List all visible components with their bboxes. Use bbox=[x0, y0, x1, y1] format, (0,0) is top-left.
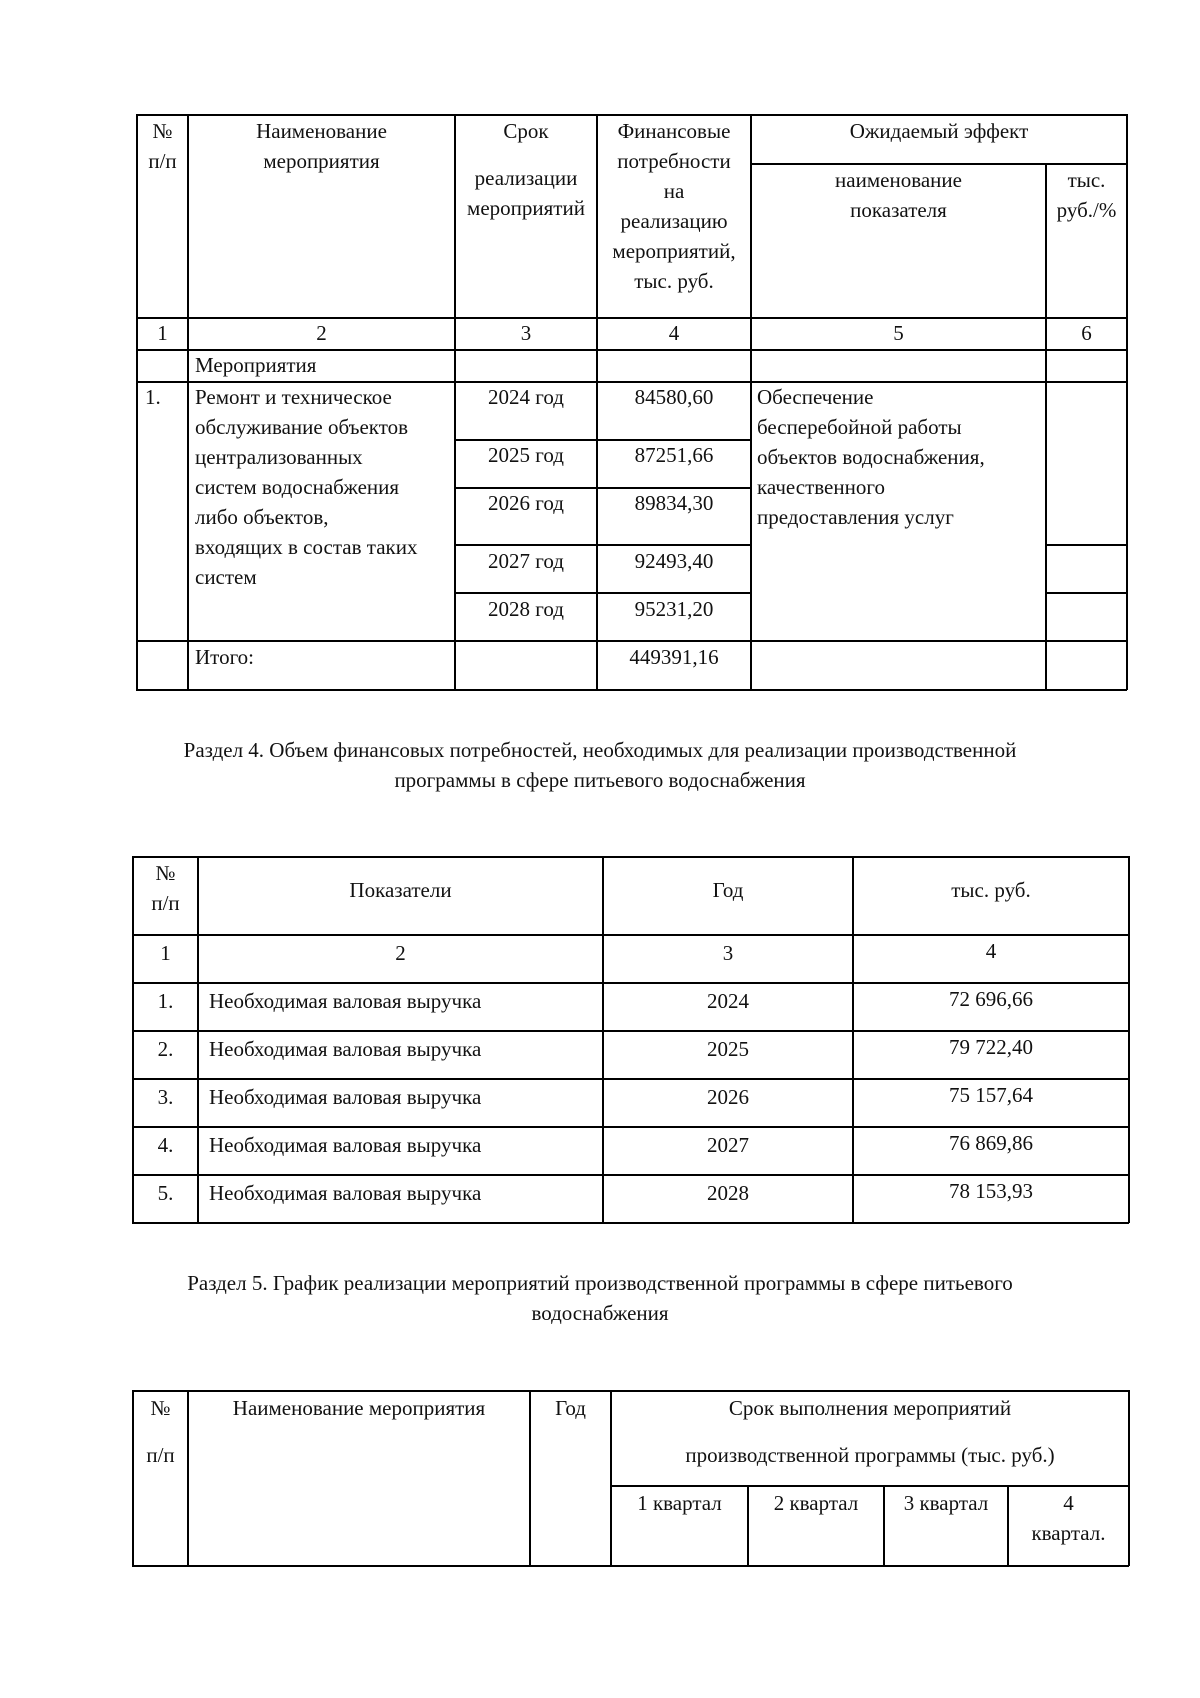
table-border bbox=[132, 1390, 1129, 1392]
header-schedule-line2: производственной программы (тыс. руб.) bbox=[685, 1443, 1055, 1467]
table-row-name: Необходимая валовая выручка bbox=[209, 1037, 482, 1061]
table-border bbox=[136, 114, 138, 690]
header-quarter-1: 1 квартал bbox=[637, 1491, 722, 1515]
table-border bbox=[1128, 1390, 1130, 1566]
table-border bbox=[1045, 544, 1127, 546]
header-term-top: Срок bbox=[503, 119, 549, 143]
table-row-year: 2027 bbox=[707, 1133, 749, 1157]
total-label: Итого: bbox=[195, 645, 254, 669]
header-schedule-line1: Срок выполнения мероприятий bbox=[728, 1396, 1012, 1420]
header-number: № п/п bbox=[148, 119, 177, 173]
amount-cell: 95231,20 bbox=[634, 597, 714, 621]
header-quarter-4: 4 квартал. bbox=[1031, 1491, 1106, 1545]
amount-cell: 87251,66 bbox=[634, 443, 714, 467]
amount-cell: 92493,40 bbox=[634, 549, 714, 573]
column-number: 4 bbox=[668, 321, 680, 345]
column-number: 5 bbox=[893, 321, 904, 345]
total-amount: 449391,16 bbox=[629, 645, 719, 669]
year-cell: 2025 год bbox=[488, 443, 564, 467]
column-number: 1 bbox=[157, 321, 168, 345]
header-finance: Финансовые потребности на реализацию мероприятий, тыс. руб. bbox=[612, 119, 736, 293]
header-unit: тыс. руб./% bbox=[1056, 168, 1117, 222]
item-number: 1. bbox=[145, 385, 161, 409]
header-measure-name: Наименование мероприятия bbox=[232, 1396, 486, 1420]
table-row-year: 2026 bbox=[707, 1085, 749, 1109]
table-row-name: Необходимая валовая выручка bbox=[209, 1133, 482, 1157]
table-border bbox=[1126, 114, 1128, 690]
header-expected-effect: Ожидаемый эффект bbox=[849, 119, 1029, 143]
year-cell: 2024 год bbox=[488, 385, 564, 409]
section-4-title: Раздел 4. Объем финансовых потребностей, необходимых для реализации производственной программы в сфере питьевого водоснабжения bbox=[183, 738, 1017, 792]
column-number: 6 bbox=[1081, 321, 1092, 345]
item-effect: Обеспечение бесперебойной работы объектов водоснабжения, качественного предоставления услуг bbox=[757, 385, 985, 529]
table-row-number: 4. bbox=[157, 1133, 174, 1157]
table-border bbox=[1045, 592, 1127, 594]
header-year: Год bbox=[712, 878, 744, 902]
table-row-number: 3. bbox=[157, 1085, 174, 1109]
year-cell: 2027 год bbox=[488, 549, 564, 573]
table-row-year: 2024 bbox=[707, 989, 749, 1013]
header-quarter-2: 2 квартал bbox=[773, 1491, 859, 1515]
table-border bbox=[610, 1485, 1129, 1487]
table-row-amount: 79 722,40 bbox=[949, 1035, 1033, 1059]
table-row-number: 5. bbox=[157, 1181, 174, 1205]
header-number: № п/п bbox=[151, 861, 180, 915]
table-row-number: 2. bbox=[157, 1037, 174, 1061]
table-border bbox=[132, 1222, 1129, 1224]
table-border bbox=[132, 856, 1129, 858]
table-row-amount: 76 869,86 bbox=[949, 1131, 1033, 1155]
table-row-amount: 78 153,93 bbox=[949, 1179, 1033, 1203]
table-border bbox=[1128, 856, 1130, 1223]
table-row-name: Необходимая валовая выручка bbox=[209, 1085, 482, 1109]
column-number: 1 bbox=[160, 941, 171, 965]
table-border bbox=[132, 1565, 1129, 1567]
header-year: Год bbox=[555, 1396, 586, 1420]
amount-cell: 89834,30 bbox=[634, 491, 714, 515]
column-number: 3 bbox=[722, 941, 734, 965]
table-row-number: 1. bbox=[157, 989, 174, 1013]
header-amount: тыс. руб. bbox=[951, 878, 1031, 902]
table-border bbox=[187, 114, 189, 690]
column-number: 4 bbox=[985, 939, 997, 963]
table-row-year: 2025 bbox=[707, 1037, 749, 1061]
table-border bbox=[136, 689, 1127, 691]
column-number: 2 bbox=[395, 941, 406, 965]
table-row-amount: 72 696,66 bbox=[949, 987, 1033, 1011]
year-cell: 2028 год bbox=[488, 597, 564, 621]
header-number-top: № bbox=[150, 1396, 171, 1420]
year-cell: 2026 год bbox=[488, 491, 564, 515]
header-number-bottom: п/п bbox=[146, 1443, 175, 1467]
table-row-name: Необходимая валовая выручка bbox=[209, 989, 482, 1013]
item-name: Ремонт и техническое обслуживание объектов централизованных систем водоснабжения либо объектов, входящих в состав таких систем bbox=[195, 385, 418, 589]
header-measure-name: Наименование мероприятия bbox=[256, 119, 387, 173]
header-quarter-3: 3 квартал bbox=[903, 1491, 989, 1515]
amount-cell: 84580,60 bbox=[634, 385, 714, 409]
section-5-title: Раздел 5. График реализации мероприятий производственной программы в сфере питьевого водоснабжения bbox=[187, 1271, 1013, 1325]
table-border bbox=[1045, 163, 1047, 690]
table-row-amount: 75 157,64 bbox=[949, 1083, 1033, 1107]
column-number: 2 bbox=[316, 321, 327, 345]
table-row-name: Необходимая валовая выручка bbox=[209, 1181, 482, 1205]
table-row-year: 2028 bbox=[707, 1181, 749, 1205]
header-term-bottom: реализации мероприятий bbox=[467, 166, 585, 220]
table-border bbox=[197, 856, 199, 1223]
header-indicator-name: наименование показателя bbox=[835, 168, 962, 222]
header-indicators: Показатели bbox=[349, 878, 452, 902]
column-number: 3 bbox=[520, 321, 532, 345]
section-label: Мероприятия bbox=[195, 353, 317, 377]
